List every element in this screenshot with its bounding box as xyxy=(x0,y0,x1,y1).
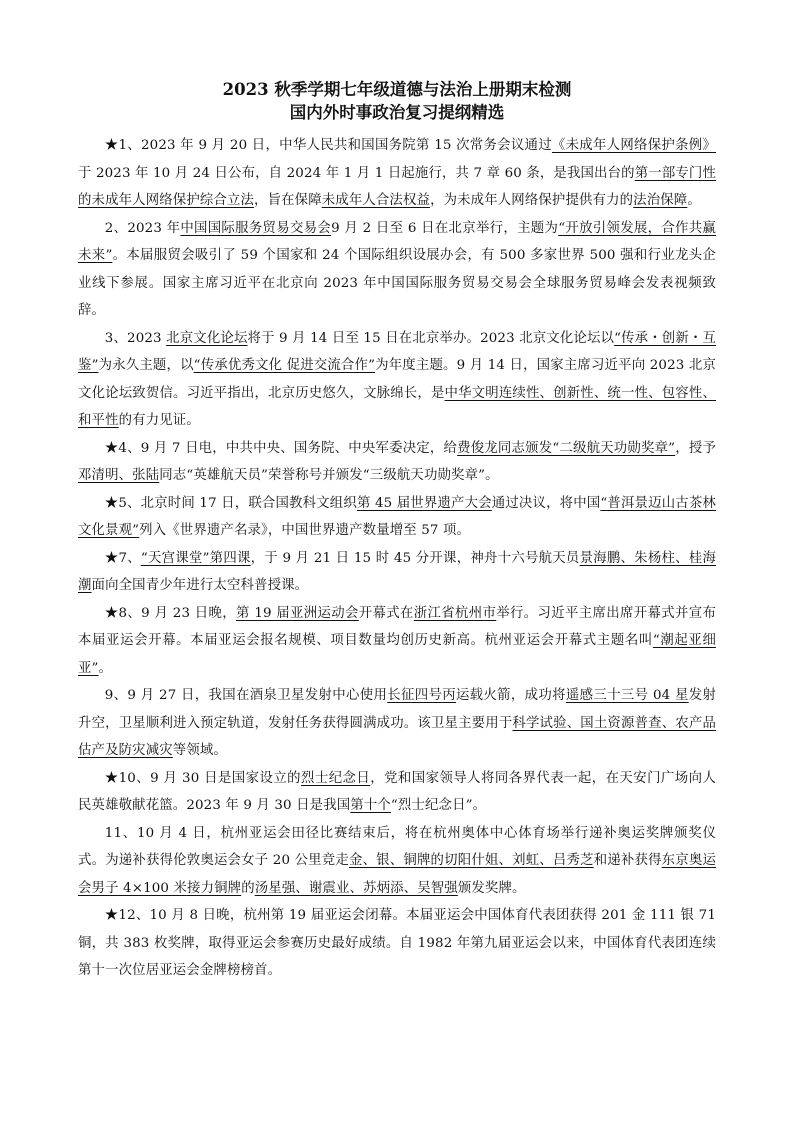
underlined-key-point: 科学试验、国土资源普查、农产品估产及防灾减灾 xyxy=(78,715,716,758)
item-text: 为永久主题，以 xyxy=(98,358,194,373)
item-text: ，授予 xyxy=(675,440,716,456)
item-text: 为年度主题。9 月 14 日，国家主席习近平向 2023 北京文化论坛致贺信。习近平指出，北京历史悠久，文脉绵长，是 xyxy=(78,358,716,401)
underlined-key-point: 东京奥运会男子 4×100 米接力铜牌 xyxy=(78,853,716,896)
news-item xyxy=(78,490,716,545)
underlined-key-point: 邓清明、张陆 xyxy=(78,468,160,483)
item-text: ★10、9 月 30 日是国家设立的 xyxy=(104,770,302,786)
item-text: ★7、 xyxy=(104,550,141,566)
document-title xyxy=(78,78,716,124)
underlined-key-point: 遥感三十三号 04 星 xyxy=(565,688,689,703)
item-text: 举行。习近平主席出席开幕式并宣布本届亚运会开幕。本届亚运会报名规模、项目数量均创历史新高。杭州亚运会开幕式主题名叫 xyxy=(78,605,716,648)
item-text: 列入《世界遗产名录》，中国世界遗产数量增至 57 项。 xyxy=(139,523,471,538)
news-item xyxy=(78,600,716,683)
item-text: 的 xyxy=(241,880,255,896)
underlined-key-point: 汤星强、谢震业、苏炳添、吴智强 xyxy=(254,880,458,896)
item-text: 开幕式在 xyxy=(358,605,414,621)
item-text: 11、10 月 4 日，杭州亚运会田径比赛结束后，将在杭州奥体中心体育场举行递补奥运奖牌颁奖仪式。为递补获得伦敦奥运会女子 20 公里竞走 xyxy=(78,825,716,868)
item-text: ★12、10 月 8 日晚，杭州第 19 届亚运会闭幕。本届亚运会中国体育代表团获得 201 金 111 银 71 铜，共 383 枚奖牌，取得亚运会参赛历史最好成绩。自 1982 年第九届亚运会以来，中国体育代表团连续第十一次位居亚运会金牌榜榜首。 xyxy=(78,908,716,978)
item-text: 3、2023 xyxy=(104,330,167,346)
underlined-key-point: “潮起亚细亚” xyxy=(78,633,716,676)
item-text: 于 2023 年 10 月 24 日公布，自 2024 年 1 月 1 日起施行，共 7 章 60 条，是我国出台的 xyxy=(78,165,635,181)
news-item xyxy=(78,902,716,985)
underlined-key-point: “开放引领发展，合作共赢未来” xyxy=(78,220,716,263)
item-text: ★5、北京时间 17 日，联合国教科文组织 xyxy=(104,495,357,511)
underlined-key-point: 未成年人合法权益 xyxy=(321,193,431,208)
item-text: 发射升空，卫星顺利进入预定轨道，发射任务获得圆满成功。该卫星主要用于 xyxy=(78,688,717,731)
item-text: 。本届服贸会吸引了 59 个国家和 24 个国际组织设展办会，有 500 多家世界 500 强和行业龙头企业线下参展。国家主席习近平在北京向 2023 年中国国际服务贸易交易会全球服务贸易峰会发表视频致辞。 xyxy=(78,248,716,318)
item-text: ，旨在保障 xyxy=(254,193,322,208)
item-text: 同志“英雄航天员”荣誉称号并颁发“三级航天功勋奖章”。 xyxy=(159,468,499,483)
news-item xyxy=(78,682,716,765)
underlined-key-point: 长征四号丙 xyxy=(387,688,456,703)
item-text: ，党和国家领导人将同各界代表一起，在天安门广场向人民英雄敬献花篮。2023 年 9 月 30 日是我国 xyxy=(78,770,717,813)
underlined-key-point: “普洱景迈山古茶林文化景观” xyxy=(78,495,716,538)
item-text: 将于 9 月 14 日至 15 日在北京举办。2023 北京文化论坛以 xyxy=(247,330,615,346)
item-text: 等领域。 xyxy=(172,743,227,758)
underlined-key-point: 《未成年人网络保护条例》 xyxy=(551,138,716,153)
underlined-key-point: 中国国际服务贸易交易会 xyxy=(180,220,332,236)
underlined-key-point: 烈士纪念日 xyxy=(301,770,371,786)
item-text: 。 xyxy=(98,660,113,676)
item-text: ，于 9 月 21 日 15 时 45 分开课，神舟十六号航天员 xyxy=(250,550,580,566)
underlined-key-point: 第十个 xyxy=(350,798,391,813)
underlined-key-point: 金、银、铜牌的切阳什姐、刘虹、吕秀芝 xyxy=(348,853,594,868)
news-item xyxy=(78,545,716,600)
item-text: ★1、2023 年 9 月 20 日，中华人民共和国国务院第 15 次常务会议通过 xyxy=(104,138,552,153)
underlined-key-point: 北京文化论坛 xyxy=(166,330,248,346)
item-text: “烈士纪念日”。 xyxy=(390,798,487,813)
item-text: 通过决议，将中国 xyxy=(491,495,601,511)
underlined-key-point: 中华文明连续性、创新性、统一性、包容性、和平性 xyxy=(78,385,716,428)
item-text: 颁发奖牌。 xyxy=(457,880,526,896)
news-item xyxy=(78,435,716,490)
underlined-key-point: “传承优秀文化 促进交流合作” xyxy=(193,358,376,373)
item-text: 运载火箭，成功将 xyxy=(455,688,566,703)
title-line-2: 国内外时事政治复习提纲精选 xyxy=(289,103,505,122)
item-text: 2、2023 年 xyxy=(104,220,181,236)
news-item xyxy=(78,215,716,325)
news-item xyxy=(78,820,716,903)
underlined-key-point: “传承・创新・互鉴” xyxy=(78,330,717,373)
underlined-key-point: 法治保障 xyxy=(633,193,688,208)
item-text: ★4、9 月 7 日电，中共中央、国务院、中央军委决定，给 xyxy=(104,440,458,456)
underlined-key-point: 景海鹏、朱杨柱、桂海潮 xyxy=(78,550,716,593)
underlined-key-point: “天宫课堂”第四课 xyxy=(140,550,251,566)
item-text: 9 月 2 日至 6 日在北京举行，主题为 xyxy=(331,220,559,236)
news-item xyxy=(78,132,716,215)
underlined-key-point: 浙江省杭州市 xyxy=(413,605,497,621)
item-text: 面向全国青少年进行太空科普授课。 xyxy=(91,578,309,593)
underlined-key-point: 费俊龙同志颁发“二级航天功勋奖章” xyxy=(457,440,676,456)
news-item xyxy=(78,325,716,435)
item-text: 和递补获得 xyxy=(593,853,662,868)
item-text: ★8、9 月 23 日晚， xyxy=(104,605,236,621)
item-text: 的有力见证。 xyxy=(118,413,200,428)
item-text: ，为未成年人网络保护提供有力的 xyxy=(430,193,634,208)
item-text: 。 xyxy=(687,193,701,208)
item-text: 9、9 月 27 日，我国在酒泉卫星发射中心使用 xyxy=(104,688,388,703)
title-line-1: 2023 秋季学期七年级道德与法治上册期末检测 xyxy=(222,80,572,99)
underlined-key-point: 第一部专门性的未成年人网络保护综合立法 xyxy=(78,165,716,208)
underlined-key-point: 第 19 届亚洲运动会 xyxy=(236,605,359,621)
underlined-key-point: 第 45 届世界遗产大会 xyxy=(356,495,492,511)
news-item xyxy=(78,765,716,820)
news-item-list xyxy=(78,132,716,985)
